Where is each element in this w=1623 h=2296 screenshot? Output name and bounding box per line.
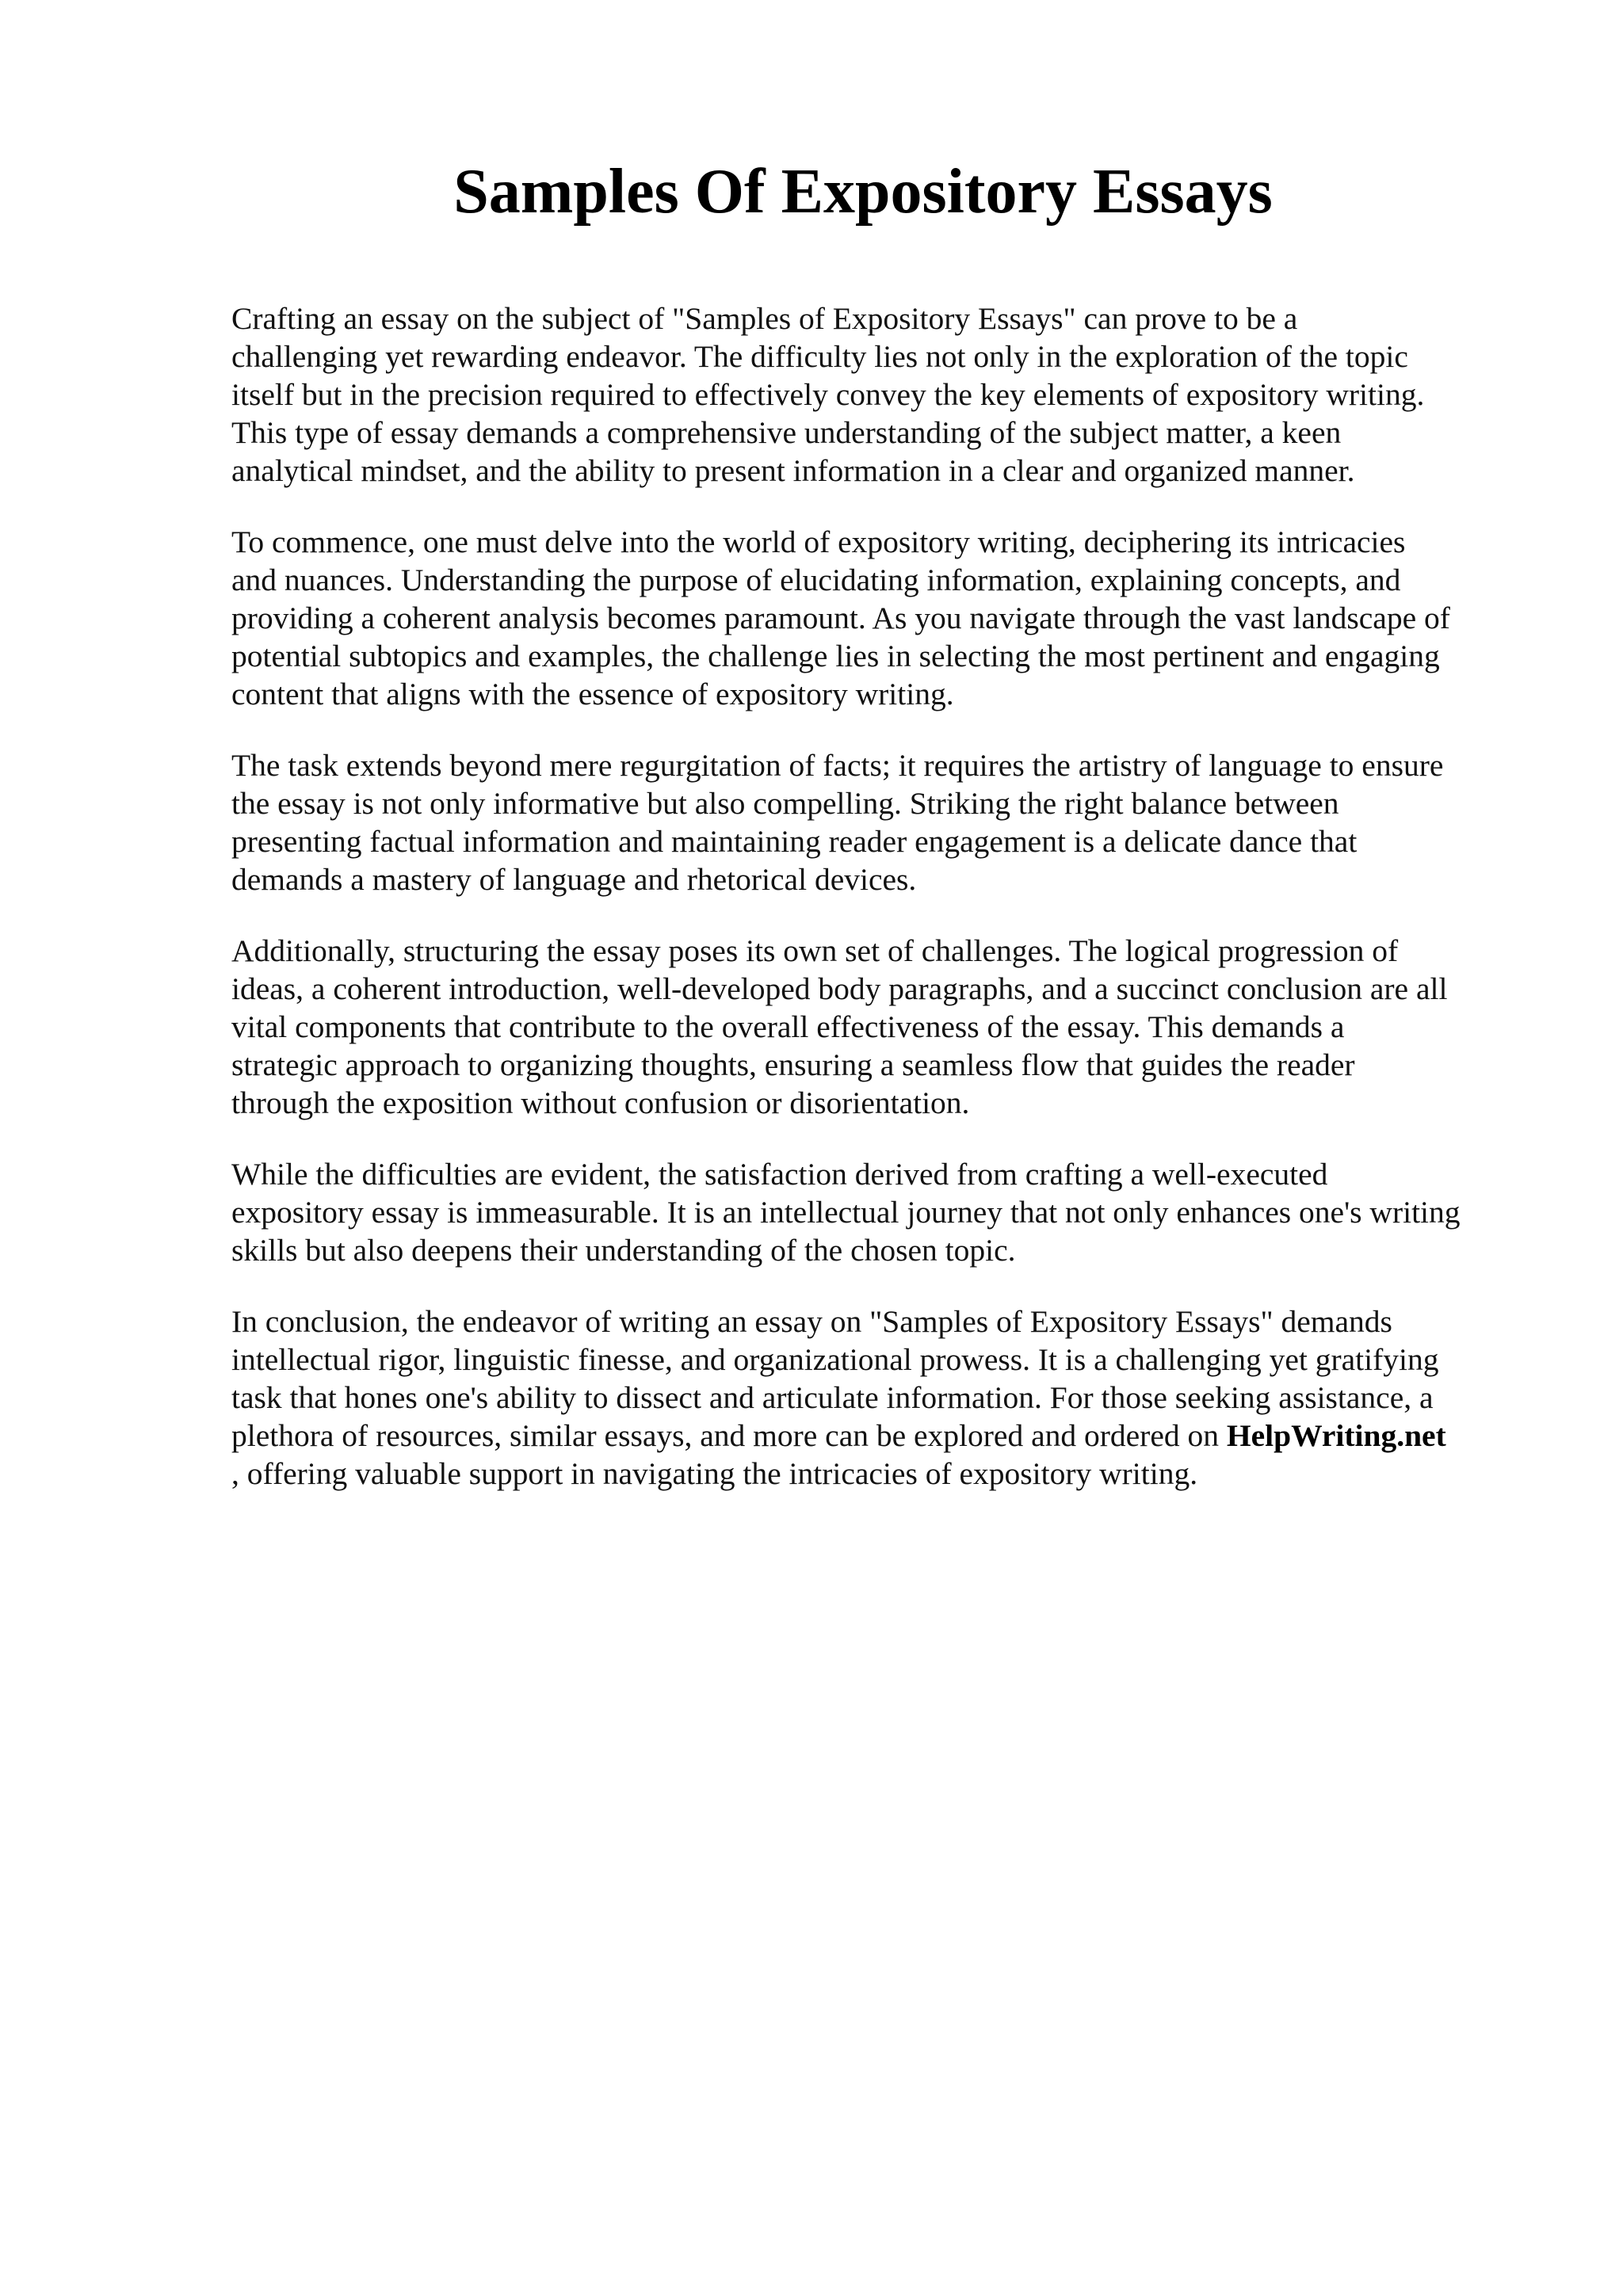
paragraph-conclusion <box>231 1302 1531 1493</box>
text-line: ideas, a coherent introduction, well-developed body paragraphs, and a succinct conclusion are all <box>231 971 1448 1006</box>
paragraph-1 <box>231 299 1531 490</box>
text-line: providing a coherent analysis becomes paramount. As you navigate through the vast landscape of <box>231 601 1450 635</box>
text-line: This type of essay demands a comprehensive understanding of the subject matter, a keen <box>231 415 1342 450</box>
text-line: skills but also deepens their understanding of the chosen topic. <box>231 1233 1016 1268</box>
text-line: expository essay is immeasurable. It is an intellectual journey that not only enhances one's writing <box>231 1195 1461 1230</box>
text-line: intellectual rigor, linguistic finesse, and organizational prowess. It is a challenging yet gratifying <box>231 1342 1439 1377</box>
text-line: and nuances. Understanding the purpose of elucidating information, explaining concepts, and <box>231 563 1401 597</box>
text-line: Crafting an essay on the subject of "Samples of Expository Essays" can prove to be a <box>231 301 1298 336</box>
paragraph-4 <box>231 932 1531 1122</box>
text-line: While the difficulties are evident, the satisfaction derived from crafting a well-executed <box>231 1157 1328 1192</box>
text-line: potential subtopics and examples, the challenge lies in selecting the most pertinent and engaging <box>231 639 1440 673</box>
text-line: , offering valuable support in navigating the intricacies of expository writing. <box>231 1456 1198 1491</box>
page-title: Samples Of Expository Essays <box>453 157 1273 227</box>
text-line: vital components that contribute to the overall effectiveness of the essay. This demands a <box>231 1009 1345 1044</box>
text-line: demands a mastery of language and rhetorical devices. <box>231 862 917 897</box>
text-line: strategic approach to organizing thoughts, ensuring a seamless flow that guides the reader <box>231 1047 1355 1082</box>
text-line-with-brand <box>231 1417 1531 1455</box>
text-line: analytical mindset, and the ability to present information in a clear and organized manner. <box>231 453 1355 488</box>
paragraph-5 <box>231 1155 1531 1269</box>
text-line: challenging yet rewarding endeavor. The difficulty lies not only in the exploration of the topic <box>231 339 1408 374</box>
essay-body <box>231 299 1531 1526</box>
text-line: itself but in the precision required to effectively convey the key elements of expository writing. <box>231 377 1425 412</box>
text-line: through the exposition without confusion or disorientation. <box>231 1085 970 1120</box>
paragraph-2 <box>231 523 1531 713</box>
text-line: In conclusion, the endeavor of writing an essay on "Samples of Expository Essays" demands <box>231 1304 1392 1339</box>
paragraph-3 <box>231 746 1531 898</box>
helpwriting-link[interactable]: HelpWriting.net <box>1226 1418 1446 1453</box>
text-segment: plethora of resources, similar essays, and more can be explored and ordered on <box>231 1418 1227 1453</box>
text-line: task that hones one's ability to dissect and articulate information. For those seeking assistance, a <box>231 1380 1434 1415</box>
text-line: The task extends beyond mere regurgitation of facts; it requires the artistry of language to ensure <box>231 748 1444 783</box>
text-line: the essay is not only informative but also compelling. Striking the right balance between <box>231 786 1339 821</box>
text-line: To commence, one must delve into the world of expository writing, deciphering its intricacies <box>231 524 1406 559</box>
text-line: Additionally, structuring the essay poses its own set of challenges. The logical progression of <box>231 933 1399 968</box>
text-line: presenting factual information and maintaining reader engagement is a delicate dance that <box>231 824 1358 859</box>
text-line: content that aligns with the essence of expository writing. <box>231 677 954 711</box>
